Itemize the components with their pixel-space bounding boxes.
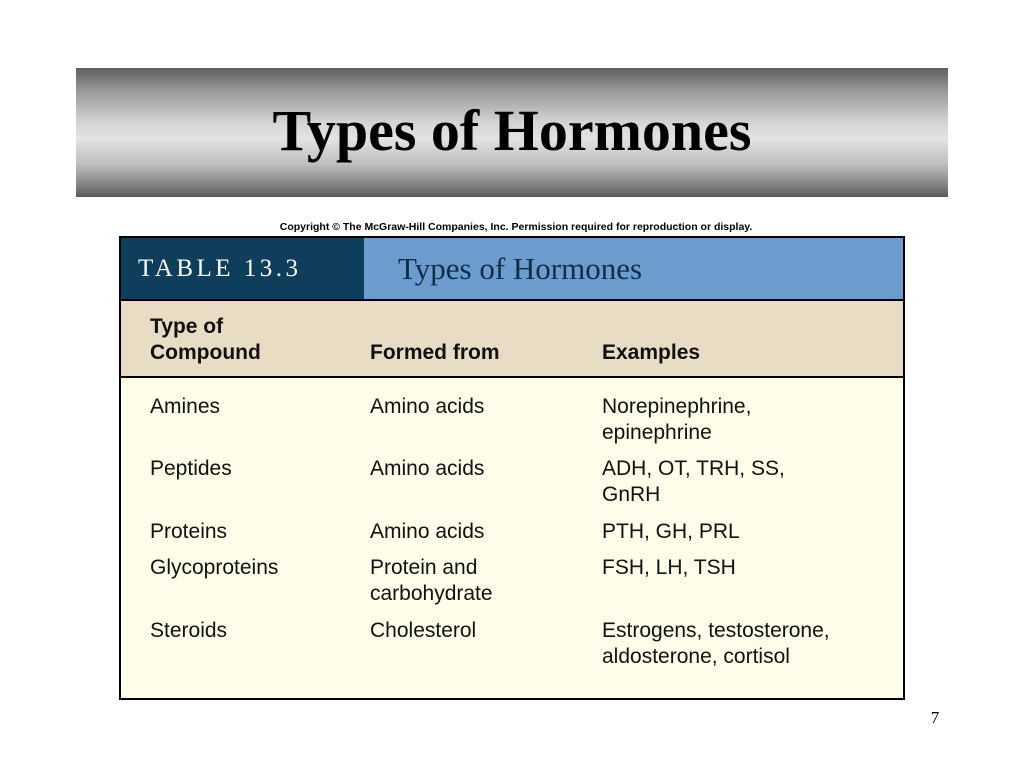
copyright-notice: Copyright © The McGraw-Hill Companies, Inc. Permission required for reproduction or display. [279,221,753,233]
table-cell-examples: PTH, GH, PRL [602,520,740,543]
table-cell-type: Steroids [150,619,228,642]
table-cell-examples: Norepinephrine, epinephrine [602,395,752,444]
table-cell-examples: FSH, LH, TSH [602,556,736,579]
table-cell-formed-from: Amino acids [370,395,485,418]
column-header-divider [121,376,903,378]
table-cell-formed-from: Cholesterol [370,619,477,642]
column-header-examples: Examples [602,341,701,364]
title-bar [76,68,948,197]
table-cell-type: Glycoproteins [150,556,279,579]
slide-title: Types of Hormones [272,98,752,163]
page-number: 7 [930,708,940,727]
column-header-formed-from: Formed from [370,341,500,364]
table-cell-examples: ADH, OT, TRH, SS, GnRH [602,457,785,506]
table-cell-type: Amines [150,395,221,418]
table-cell-type: Peptides [150,457,232,480]
table-cell-type: Proteins [150,520,228,543]
table-title: Types of Hormones [364,238,903,299]
column-header-type: Type of Compound [150,315,261,364]
table-cell-formed-from: Amino acids [370,520,485,543]
table-cell-formed-from: Amino acids [370,457,485,480]
table-number: TABLE 13.3 [121,238,364,299]
hormone-table [119,236,905,700]
table-cell-examples: Estrogens, testosterone, aldosterone, cortisol [602,619,830,668]
table-cell-formed-from: Protein and carbohydrate [370,556,493,605]
table-header [121,238,903,299]
